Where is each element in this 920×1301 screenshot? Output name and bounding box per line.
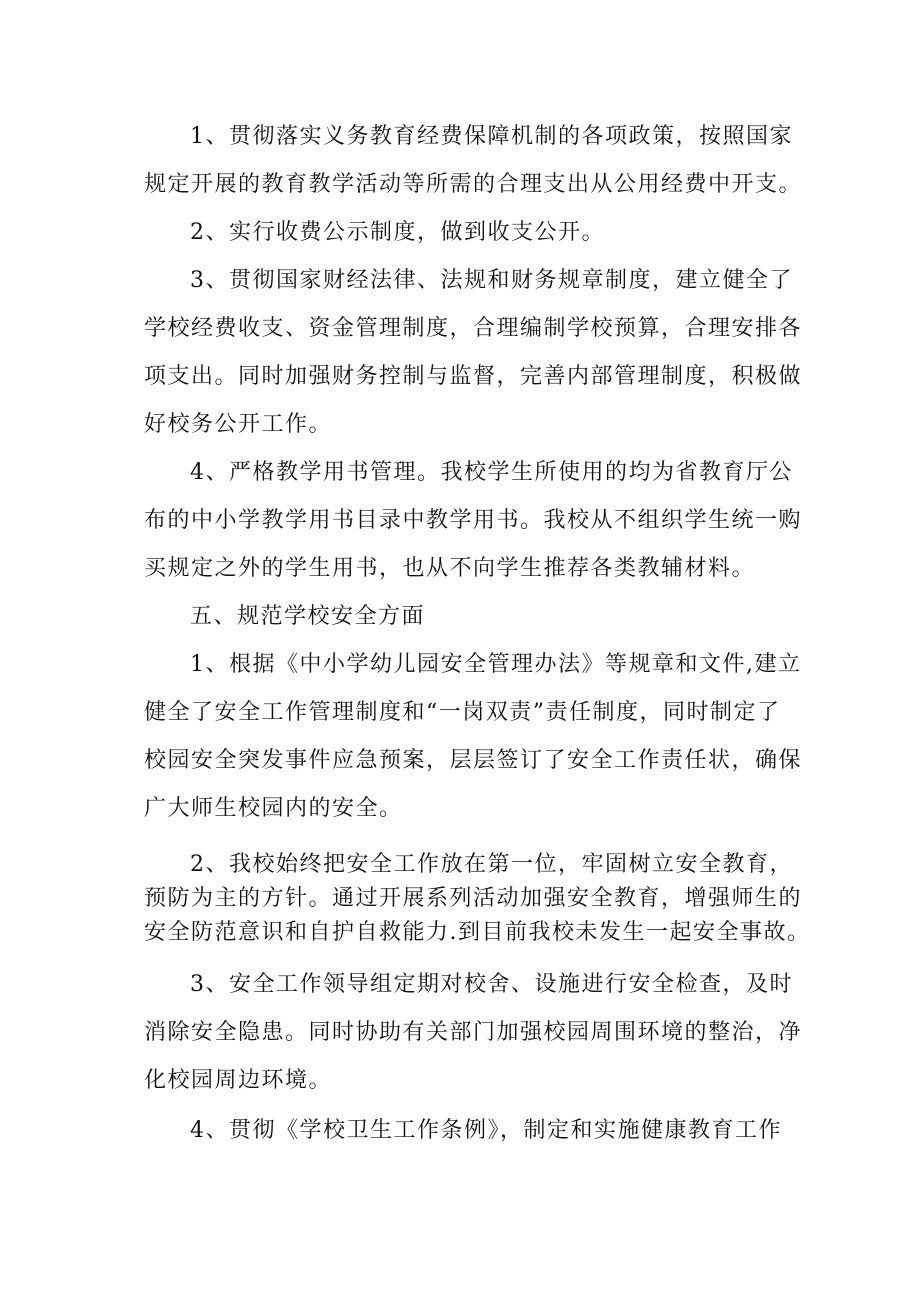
paragraph-4-line-3: 买规定之外的学生用书，也从不向学生推荐各类教辅材料。: [144, 556, 756, 581]
paragraph-5-line-1: 1、根据《中小学幼儿园安全管理办法》等规章和文件,建立: [190, 652, 802, 677]
paragraph-1-line-1: 1、贯彻落实义务教育经费保障机制的各项政策，按照国家: [190, 124, 793, 149]
paragraph-6-line-3: 安全防范意识和自护自救能力.到目前我校未发生一起安全事故。: [144, 920, 811, 945]
paragraph-5-line-3: 校园安全突发事件应急预案，层层签订了安全工作责任状，确保: [144, 748, 803, 773]
paragraph-5-line-2: 健全了安全工作管理制度和“一岗双责”责任制度，同时制定了: [144, 700, 781, 725]
paragraph-6-line-1: 2、我校始终把安全工作放在第一位，牢固树立安全教育，: [190, 852, 793, 877]
paragraph-3-line-3: 项支出。同时加强财务控制与监督，完善内部管理制度，积极做: [144, 364, 803, 389]
paragraph-3-line-2: 学校经费收支、资金管理制度，合理编制学校预算，合理安排各: [144, 316, 803, 341]
paragraph-8-line-1: 4、贯彻《学校卫生工作条例》，制定和实施健康教育工作: [190, 1118, 782, 1143]
paragraph-7-line-2: 消除安全隐患。同时协助有关部门加强校园周围环境的整治，净: [144, 1020, 803, 1045]
paragraph-4-line-1: 4、严格教学用书管理。我校学生所使用的均为省教育厅公: [190, 460, 793, 485]
section-heading: 五、规范学校安全方面: [190, 604, 426, 629]
paragraph-1-line-2: 规定开展的教育教学活动等所需的合理支出从公用经费中开支。: [144, 172, 803, 197]
paragraph-2-line-1: 2、实行收费公示制度，做到收支公开。: [190, 220, 605, 245]
paragraph-6-line-2: 预防为主的方针。通过开展系列活动加强安全教育，增强师生的: [144, 886, 803, 911]
paragraph-4-line-2: 布的中小学教学用书目录中教学用书。我校从不组织学生统一购: [144, 508, 803, 533]
paragraph-7-line-1: 3、安全工作领导组定期对校舍、设施进行安全检查，及时: [190, 972, 793, 997]
paragraph-3-line-1: 3、贯彻国家财经法律、法规和财务规章制度，建立健全了: [190, 268, 793, 293]
paragraph-3-line-4: 好校务公开工作。: [144, 412, 333, 437]
paragraph-7-line-3: 化校园周边环境。: [144, 1068, 333, 1093]
paragraph-5-line-4: 广大师生校园内的安全。: [144, 796, 403, 821]
